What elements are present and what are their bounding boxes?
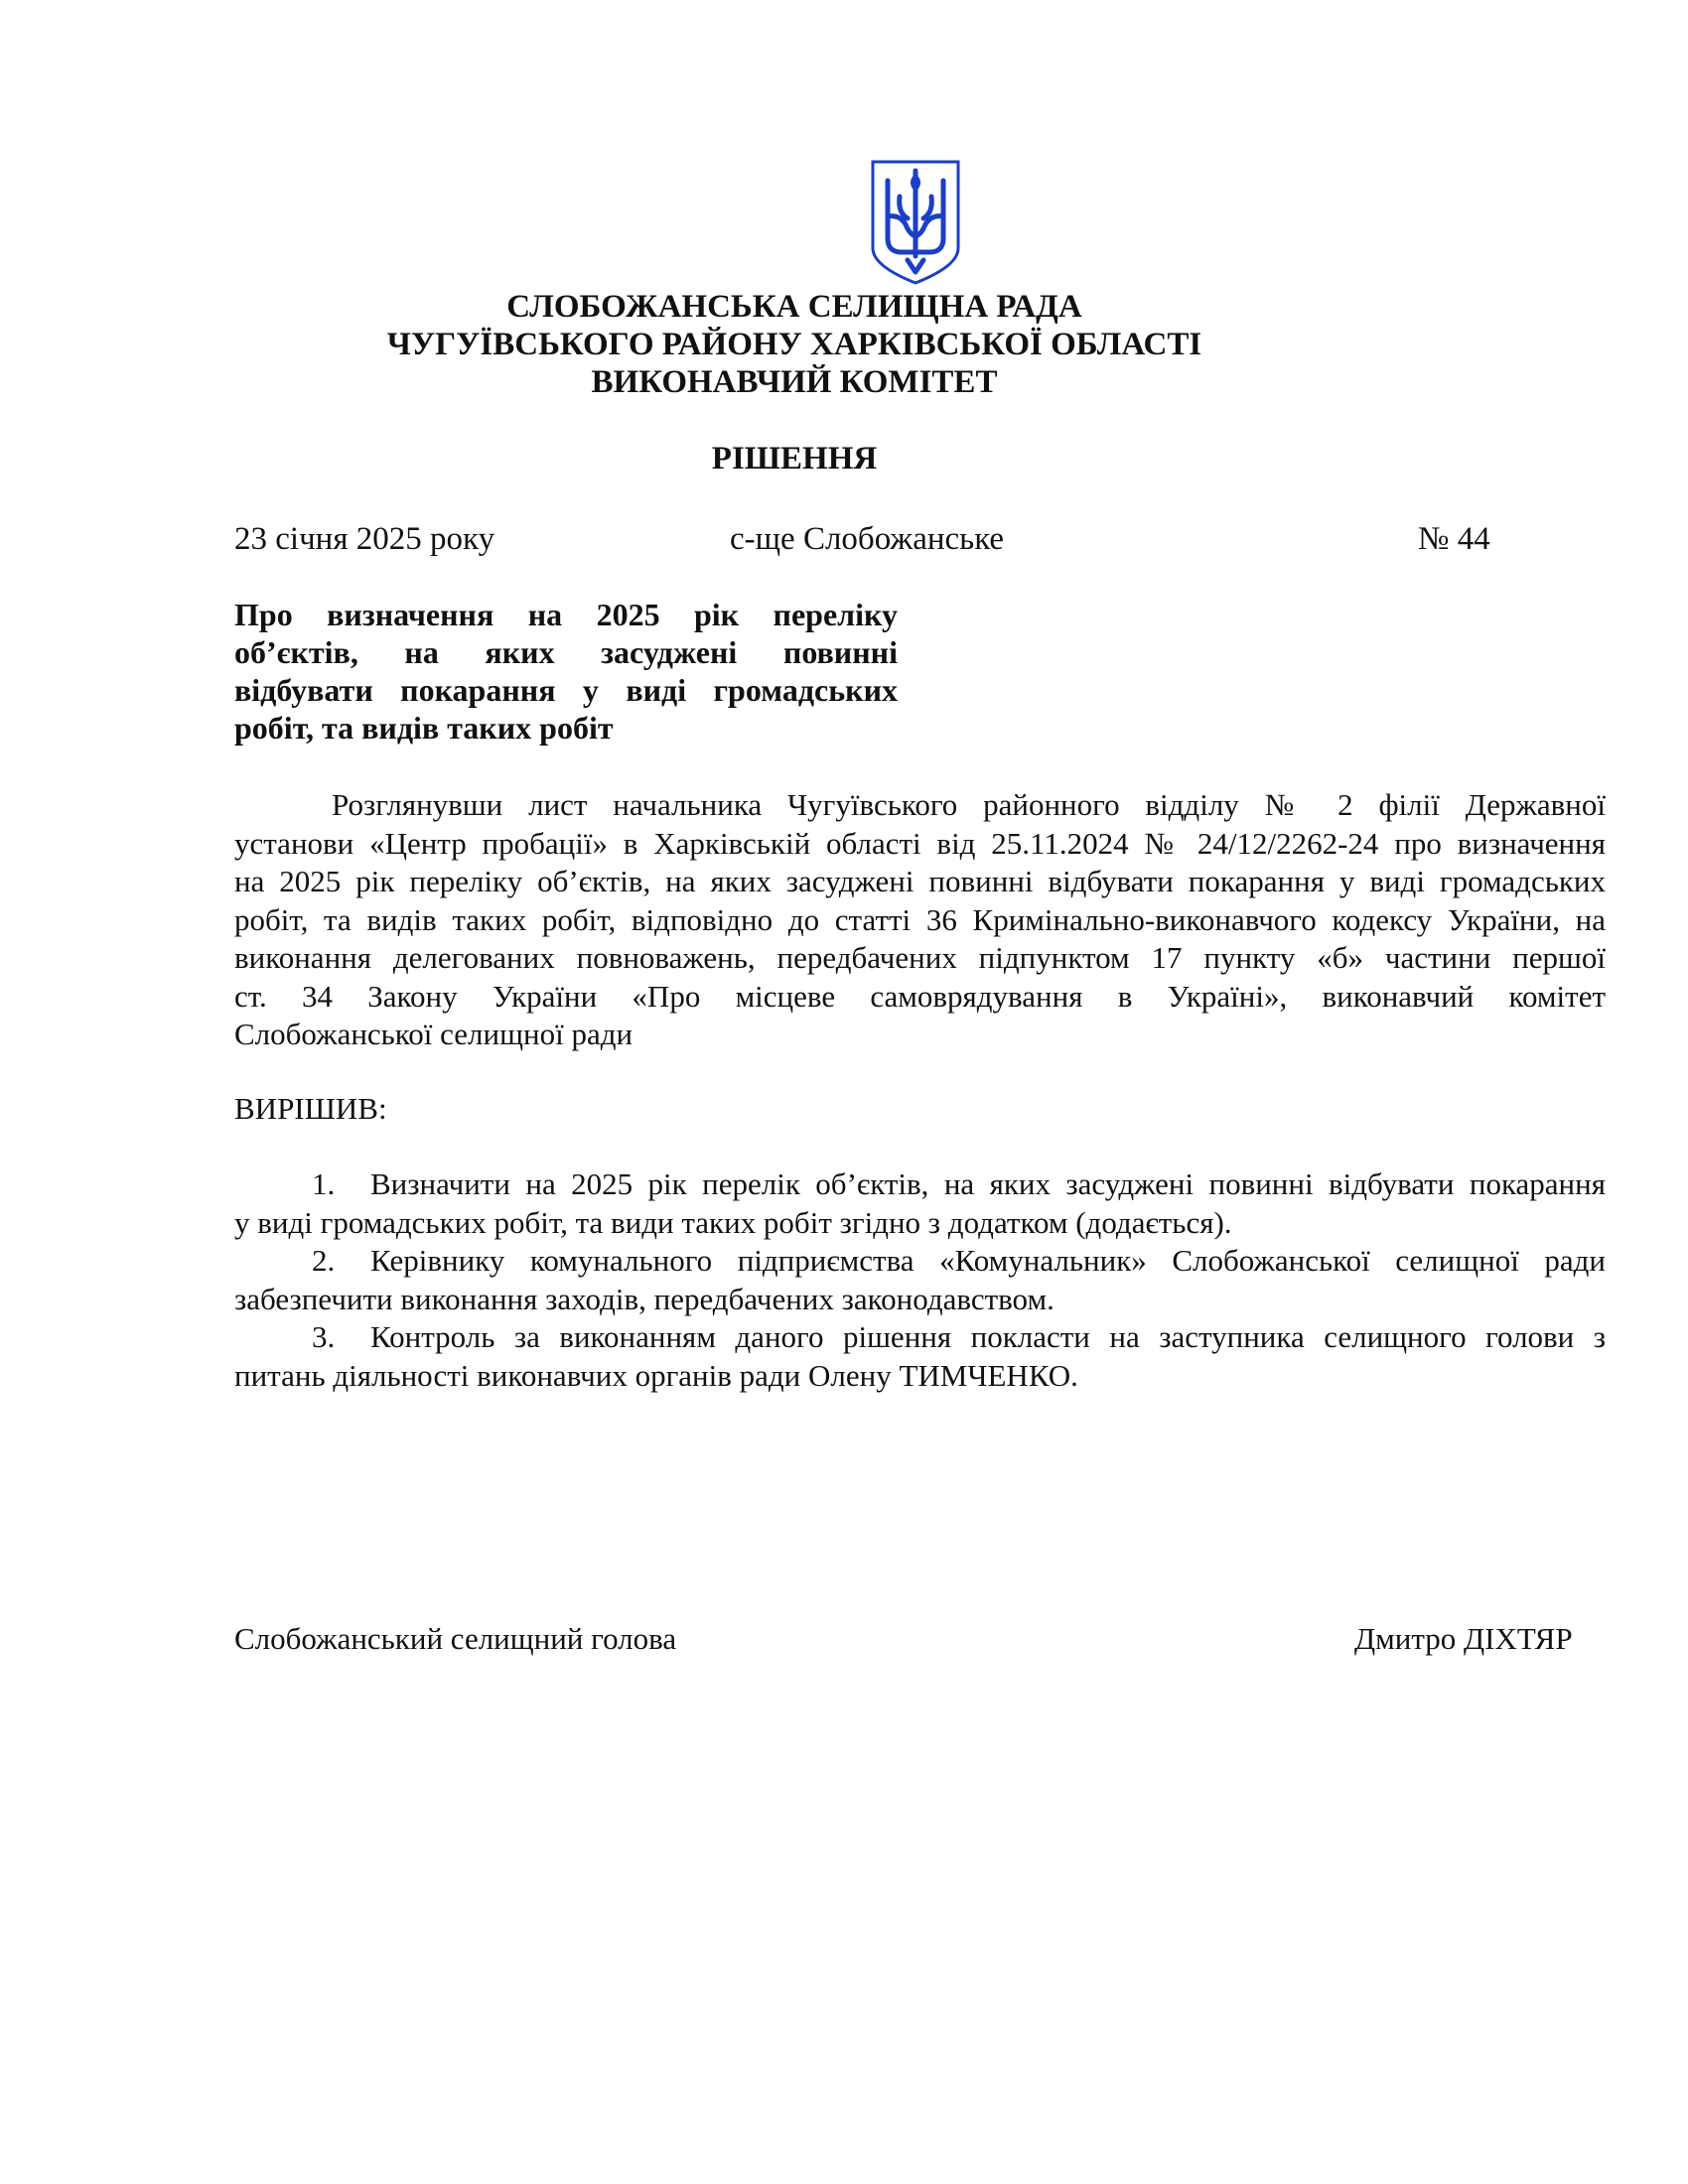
decision-item-first-line (234, 1318, 1606, 1357)
trident-emblem-icon (868, 157, 963, 288)
preamble-line: робіт, та видів таких робіт, відповідно до статті 36 Кримінально-виконавчого кодексу України, на (234, 901, 1606, 937)
decision-item-text: Керівнику комунального підприємства «Комунальник» Слобожанської селищної ради (370, 1243, 1606, 1278)
preamble-line: Розглянувши лист начальника Чугуївського районного відділу № 2 філії Державної (332, 787, 1606, 822)
preamble-line: виконання делегованих повноважень, передбачених підпунктом 17 пункту «б» частини першої (234, 940, 1606, 975)
decision-item-continuation: у виді громадських робіт, та види таких робіт згідно з додатком (додається). (234, 1204, 1232, 1240)
decision-item (234, 1165, 1606, 1242)
decision-place: с-ще Слобожанське (730, 521, 1005, 557)
header-council-name: СЛОБОЖАНСЬКА СЕЛИЩНА РАДА (506, 289, 1082, 325)
decision-item-number: 1. (312, 1166, 336, 1201)
decision-item (234, 1318, 1606, 1395)
signatory-name: Дмитро ДІХТЯР (1354, 1621, 1573, 1656)
subject-line: відбувати покарання у виді громадських (234, 672, 898, 708)
subject-line: об’єктів, на яких засуджені повинні (234, 634, 898, 670)
decision-item-first-line (234, 1165, 1606, 1204)
preamble-line: на 2025 рік переліку об’єктів, на яких засуджені повинні відбувати покарання у виді громадських (234, 864, 1606, 898)
decision-item-number: 3. (312, 1319, 336, 1354)
decision-item-number: 2. (312, 1243, 336, 1278)
subject-line: робіт, та видів таких робіт (234, 710, 614, 746)
preamble-line: установи «Центр пробації» в Харківській області від 25.11.2024 № 24/12/2262-24 про визначення (234, 825, 1606, 861)
resolved-heading: ВИРІШИВ: (234, 1091, 387, 1126)
decision-subject (234, 596, 898, 747)
signatory-role: Слобожанський селищний голова (234, 1621, 677, 1656)
decision-item-text: Визначити на 2025 рік перелік об’єктів, на яких засуджені повинні відбувати покарання (370, 1166, 1606, 1201)
document-title: РІШЕННЯ (711, 441, 878, 477)
preamble-paragraph (234, 786, 1606, 1054)
header-committee-name: ВИКОНАВЧИЙ КОМІТЕТ (591, 364, 998, 400)
preamble-line: ст. 34 Закону України «Про місцеве самоврядування в Україні», виконавчий комітет (234, 978, 1606, 1014)
decision-item-continuation: питань діяльності виконавчих органів ради Олену ТИМЧЕНКО. (234, 1357, 1078, 1393)
decision-date: 23 січня 2025 року (234, 521, 495, 557)
decision-items (234, 1165, 1606, 1395)
decision-number: № 44 (1418, 521, 1490, 557)
decision-item-first-line (234, 1242, 1606, 1281)
decision-item-continuation: забезпечити виконання заходів, передбачених законодавством. (234, 1281, 1055, 1316)
decision-item-text: Контроль за виконанням даного рішення покласти на заступника селищного голови з (370, 1319, 1606, 1354)
organization-header (298, 288, 1291, 401)
preamble-line: Слобожанської селищної ради (234, 1017, 633, 1051)
header-district-name: ЧУГУЇВСЬКОГО РАЙОНУ ХАРКІВСЬКОЇ ОБЛАСТІ (386, 327, 1202, 362)
subject-line: Про визначення на 2025 рік переліку (234, 597, 898, 632)
decision-item (234, 1242, 1606, 1318)
